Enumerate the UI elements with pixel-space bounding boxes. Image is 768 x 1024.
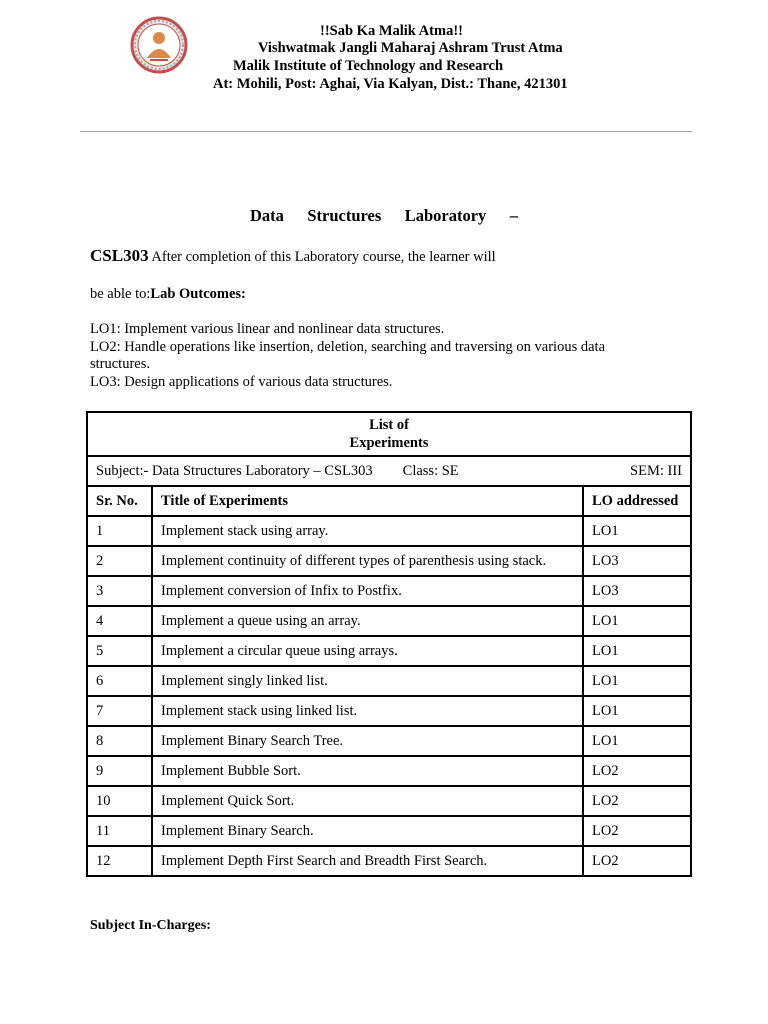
page-title — [250, 206, 518, 226]
row-title: Implement Depth First Search and Breadth First Search. — [152, 846, 583, 876]
row-number: 11 — [87, 816, 152, 846]
row-title: Implement continuity of different types of parenthesis using stack. — [152, 546, 583, 576]
class-label: Class: SE — [402, 462, 459, 479]
table-row — [87, 636, 691, 666]
row-number: 8 — [87, 726, 152, 756]
header-institute: Malik Institute of Technology and Research — [233, 58, 504, 74]
intro-line-2 — [90, 286, 246, 303]
row-lo: LO2 — [583, 756, 691, 786]
row-title: Implement conversion of Infix to Postfix. — [152, 576, 583, 606]
experiments-table — [86, 411, 692, 877]
row-title: Implement Quick Sort. — [152, 786, 583, 816]
table-row — [87, 696, 691, 726]
subject-info — [87, 456, 691, 486]
row-number: 3 — [87, 576, 152, 606]
table-caption — [87, 412, 691, 456]
table-row — [87, 546, 691, 576]
title-word: Data — [250, 206, 284, 225]
row-number: 1 — [87, 516, 152, 546]
title-word: – — [509, 206, 518, 225]
table-row — [87, 756, 691, 786]
title-word: Structures — [307, 206, 382, 225]
table-row — [87, 576, 691, 606]
row-lo: LO2 — [583, 846, 691, 876]
row-lo: LO2 — [583, 816, 691, 846]
header-motto: !!Sab Ka Malik Atma!! — [320, 23, 463, 39]
row-lo: LO1 — [583, 606, 691, 636]
header-address: At: Mohili, Post: Aghai, Via Kalyan, Dist.: Thane, 421301 — [213, 76, 568, 92]
sem-label: SEM: III — [630, 462, 682, 479]
intro-line — [90, 246, 496, 266]
row-number: 7 — [87, 696, 152, 726]
row-lo: LO1 — [583, 636, 691, 666]
row-title: Implement Binary Search. — [152, 816, 583, 846]
table-row — [87, 726, 691, 756]
row-title: Implement a circular queue using arrays. — [152, 636, 583, 666]
intro-text-2: be able to: — [90, 286, 151, 302]
course-code: CSL303 — [90, 246, 149, 265]
table-row — [87, 666, 691, 696]
row-lo: LO3 — [583, 546, 691, 576]
subject-in-charges: Subject In-Charges: — [90, 918, 211, 933]
subject-label: Subject:- Data Structures Laboratory – CSL303 — [96, 462, 373, 479]
row-lo: LO1 — [583, 516, 691, 546]
row-title: Implement a queue using an array. — [152, 606, 583, 636]
row-lo: LO1 — [583, 726, 691, 756]
row-number: 6 — [87, 666, 152, 696]
outcome-lo1: LO1: Implement various linear and nonlinear data structures. — [90, 321, 445, 337]
row-lo: LO1 — [583, 696, 691, 726]
outcome-lo2-cont: structures. — [90, 356, 150, 372]
column-header: LO addressed — [583, 486, 691, 516]
row-title: Implement stack using linked list. — [152, 696, 583, 726]
outcomes-heading: Lab Outcomes: — [150, 286, 246, 302]
row-number: 4 — [87, 606, 152, 636]
column-header: Sr. No. — [87, 486, 152, 516]
table-row — [87, 816, 691, 846]
row-title: Implement Bubble Sort. — [152, 756, 583, 786]
header-divider — [80, 131, 692, 132]
table-row — [87, 846, 691, 876]
outcome-lo2: LO2: Handle operations like insertion, deletion, searching and traversing on various data — [90, 339, 606, 355]
row-lo: LO3 — [583, 576, 691, 606]
institute-logo — [130, 16, 188, 74]
title-word: Laboratory — [404, 206, 487, 225]
row-lo: LO2 — [583, 786, 691, 816]
outcome-lo3: LO3: Design applications of various data structures. — [90, 374, 393, 390]
row-title: Implement Binary Search Tree. — [152, 726, 583, 756]
caption-line-2: Experiments — [349, 435, 429, 451]
row-number: 12 — [87, 846, 152, 876]
table-row — [87, 516, 691, 546]
header-trust: Vishwatmak Jangli Maharaj Ashram Trust Atma — [258, 40, 563, 56]
intro-text: After completion of this Laboratory course, the learner will — [151, 249, 496, 265]
column-header: Title of Experiments — [152, 486, 583, 516]
row-title: Implement stack using array. — [152, 516, 583, 546]
row-title: Implement singly linked list. — [152, 666, 583, 696]
row-number: 2 — [87, 546, 152, 576]
row-number: 5 — [87, 636, 152, 666]
caption-line-1: List of — [369, 417, 409, 433]
table-header-row — [87, 486, 691, 516]
row-lo: LO1 — [583, 666, 691, 696]
table-row — [87, 606, 691, 636]
row-number: 10 — [87, 786, 152, 816]
table-row — [87, 786, 691, 816]
row-number: 9 — [87, 756, 152, 786]
